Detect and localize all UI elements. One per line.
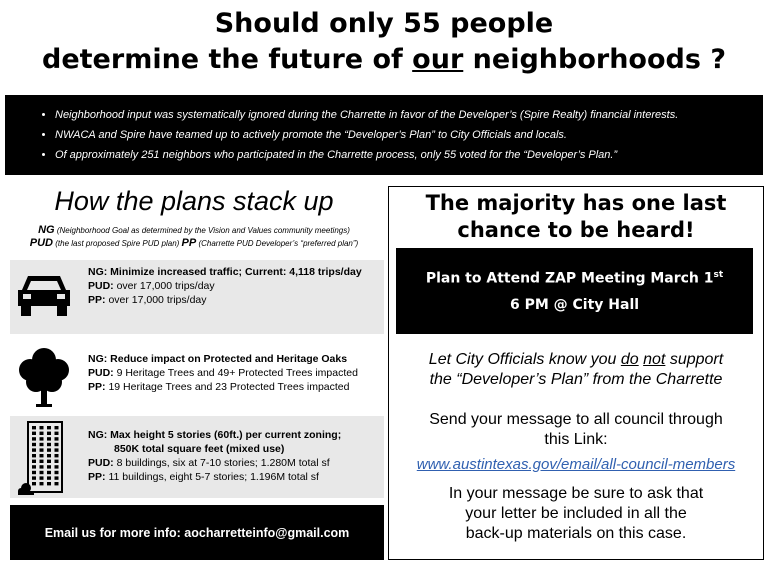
send-line-1: Send your message to all council through	[429, 411, 723, 428]
bullet-banner	[5, 95, 763, 175]
email-banner	[10, 505, 384, 560]
legend-line-2	[10, 237, 378, 250]
buildings-row	[10, 416, 384, 498]
building-window	[40, 482, 44, 485]
building-window	[55, 465, 59, 468]
building-window	[55, 454, 59, 457]
ng-value: Minimize increased traffic; Current: 4,118 trips/day	[110, 266, 362, 278]
buildings-ng-2	[88, 442, 341, 456]
ask-text	[388, 484, 764, 544]
building-window	[55, 437, 59, 440]
ask-line-1: In your message be sure to ask that	[448, 485, 704, 502]
building-window	[40, 460, 44, 463]
ng-value: Reduce impact on Protected and Heritage Oaks	[110, 353, 348, 365]
building-window	[55, 432, 59, 435]
email-text: Email us for more info: aocharretteinfo@gmail.com	[44, 525, 350, 540]
bullet-list	[35, 105, 755, 165]
building-window	[40, 426, 44, 429]
let-officials-text	[388, 350, 764, 390]
zap-date-suffix: st	[713, 270, 724, 280]
building-window	[55, 443, 59, 446]
building-window	[47, 482, 51, 485]
building-window	[32, 460, 36, 463]
send-message-text	[388, 410, 764, 450]
legend-pp-text: (Charrette PUD Developer’s “preferred plan”)	[196, 239, 359, 248]
send-line-2: this Link:	[544, 431, 608, 448]
building-window	[55, 448, 59, 451]
council-email-link[interactable]: www.austintexas.gov/email/all-council-members	[416, 456, 736, 473]
let-not: not	[643, 351, 666, 368]
zap-meeting-banner	[396, 248, 753, 334]
building-window	[47, 454, 51, 457]
traffic-pud	[88, 279, 362, 293]
car-icon	[16, 272, 72, 323]
building-window	[40, 437, 44, 440]
trees-ng	[88, 352, 358, 366]
headline-post: neighborhoods ?	[463, 44, 726, 75]
legend-pp-abbr: PP	[181, 237, 197, 249]
pp-label: PP:	[88, 381, 106, 393]
building-window	[47, 426, 51, 429]
trees-pp	[88, 380, 358, 394]
bullet-item: • Neighborhood input was systematically ignored during the Charrette in favor of the Developer’s (Spire Realty) financial interests.	[55, 105, 755, 125]
trees-row	[10, 342, 384, 406]
pud-label: PUD:	[88, 457, 114, 469]
majority-heading	[388, 190, 764, 244]
buildings-text	[88, 428, 341, 484]
building-window	[55, 482, 59, 485]
legend-ng-text: (Neighborhood Goal as determined by the Vision and Values community meetings)	[54, 226, 350, 235]
legend-pud-text: (the last proposed Spire PUD plan)	[53, 239, 182, 248]
building-window	[47, 448, 51, 451]
building-window	[47, 465, 51, 468]
building-window	[40, 443, 44, 446]
building-window	[55, 476, 59, 479]
pud-value: 9 Heritage Trees and 49+ Protected Trees impacted	[116, 367, 358, 379]
building-window	[40, 454, 44, 457]
ng-label: NG:	[88, 353, 108, 365]
building-window	[32, 443, 36, 446]
pud-value: over 17,000 trips/day	[116, 280, 215, 292]
zap-line-2: 6 PM @ City Hall	[509, 296, 640, 313]
let-line-1	[388, 350, 764, 370]
bullet-item: • NWACA and Spire have teamed up to actively promote the “Developer’s Plan” to City Officials and locals.	[55, 125, 755, 145]
pp-label: PP:	[88, 294, 106, 306]
pp-value: 19 Heritage Trees and 23 Protected Trees impacted	[108, 381, 350, 393]
building-window	[47, 443, 51, 446]
building-window	[32, 465, 36, 468]
building-window	[40, 465, 44, 468]
traffic-row	[10, 260, 384, 334]
ng-value-2: 850K total square feet (mixed use)	[114, 443, 285, 455]
pp-value: over 17,000 trips/day	[108, 294, 207, 306]
traffic-text	[88, 265, 362, 307]
building-window	[32, 426, 36, 429]
building-window	[32, 454, 36, 457]
bullet-item: • Of approximately 251 neighbors who participated in the Charrette process, only 55 voted for the “Developer’s Plan.”	[55, 145, 755, 165]
pp-value: 11 buildings, eight 5-7 stories; 1.196M total sf	[108, 471, 319, 483]
ng-value: Max height 5 stories (60ft.) per current zoning;	[110, 429, 342, 441]
let-post: support	[665, 351, 724, 368]
building-window	[32, 448, 36, 451]
legend-ng-abbr: NG	[38, 224, 55, 236]
tree-icon	[16, 346, 72, 413]
plans-heading: How the plans stack up	[54, 186, 334, 216]
ng-label: NG:	[88, 429, 108, 441]
zap-line-1	[396, 262, 753, 292]
building-window	[47, 437, 51, 440]
building-window	[40, 432, 44, 435]
building-window	[32, 432, 36, 435]
traffic-ng	[88, 265, 362, 279]
traffic-pp	[88, 293, 362, 307]
building-window	[32, 476, 36, 479]
building-window	[32, 437, 36, 440]
headline-underlined-word: our	[412, 44, 464, 75]
building-window	[40, 448, 44, 451]
majority-line-2: chance to be heard!	[457, 218, 695, 242]
building-window	[47, 460, 51, 463]
building-window	[47, 476, 51, 479]
building-window	[55, 471, 59, 474]
buildings-pud	[88, 456, 341, 470]
pud-value: 8 buildings, six at 7-10 stories; 1.280M total sf	[116, 457, 330, 469]
building-window	[55, 460, 59, 463]
buildings-pp	[88, 470, 341, 484]
building-window	[55, 426, 59, 429]
pud-label: PUD:	[88, 280, 114, 292]
building-icon	[18, 420, 70, 501]
buildings-ng	[88, 428, 341, 442]
let-do: do	[620, 351, 639, 368]
building-window	[40, 471, 44, 474]
ask-line-2: your letter be included in all the	[465, 505, 687, 522]
building-window	[47, 471, 51, 474]
headline-line-1: Should only 55 people	[214, 8, 554, 39]
trees-pud	[88, 366, 358, 380]
legend-line-1	[10, 224, 378, 237]
ask-line-3: back-up materials on this case.	[465, 525, 687, 542]
headline-pre: determine the future of	[42, 44, 413, 75]
pp-label: PP:	[88, 471, 106, 483]
ng-label: NG:	[88, 266, 108, 278]
legend-pud-abbr: PUD	[29, 237, 54, 249]
headline-line-2	[0, 44, 768, 76]
trees-text	[88, 352, 358, 394]
pud-label: PUD:	[88, 367, 114, 379]
building-window	[32, 471, 36, 474]
building-window	[47, 432, 51, 435]
building-window	[40, 476, 44, 479]
zap-date: Plan to Attend ZAP Meeting March 1	[425, 270, 714, 287]
majority-line-1: The majority has one last	[425, 191, 727, 215]
let-line-2: the “Developer’s Plan” from the Charrette	[429, 371, 723, 388]
let-pre: Let City Officials know you	[428, 351, 621, 368]
building-window	[32, 482, 36, 485]
